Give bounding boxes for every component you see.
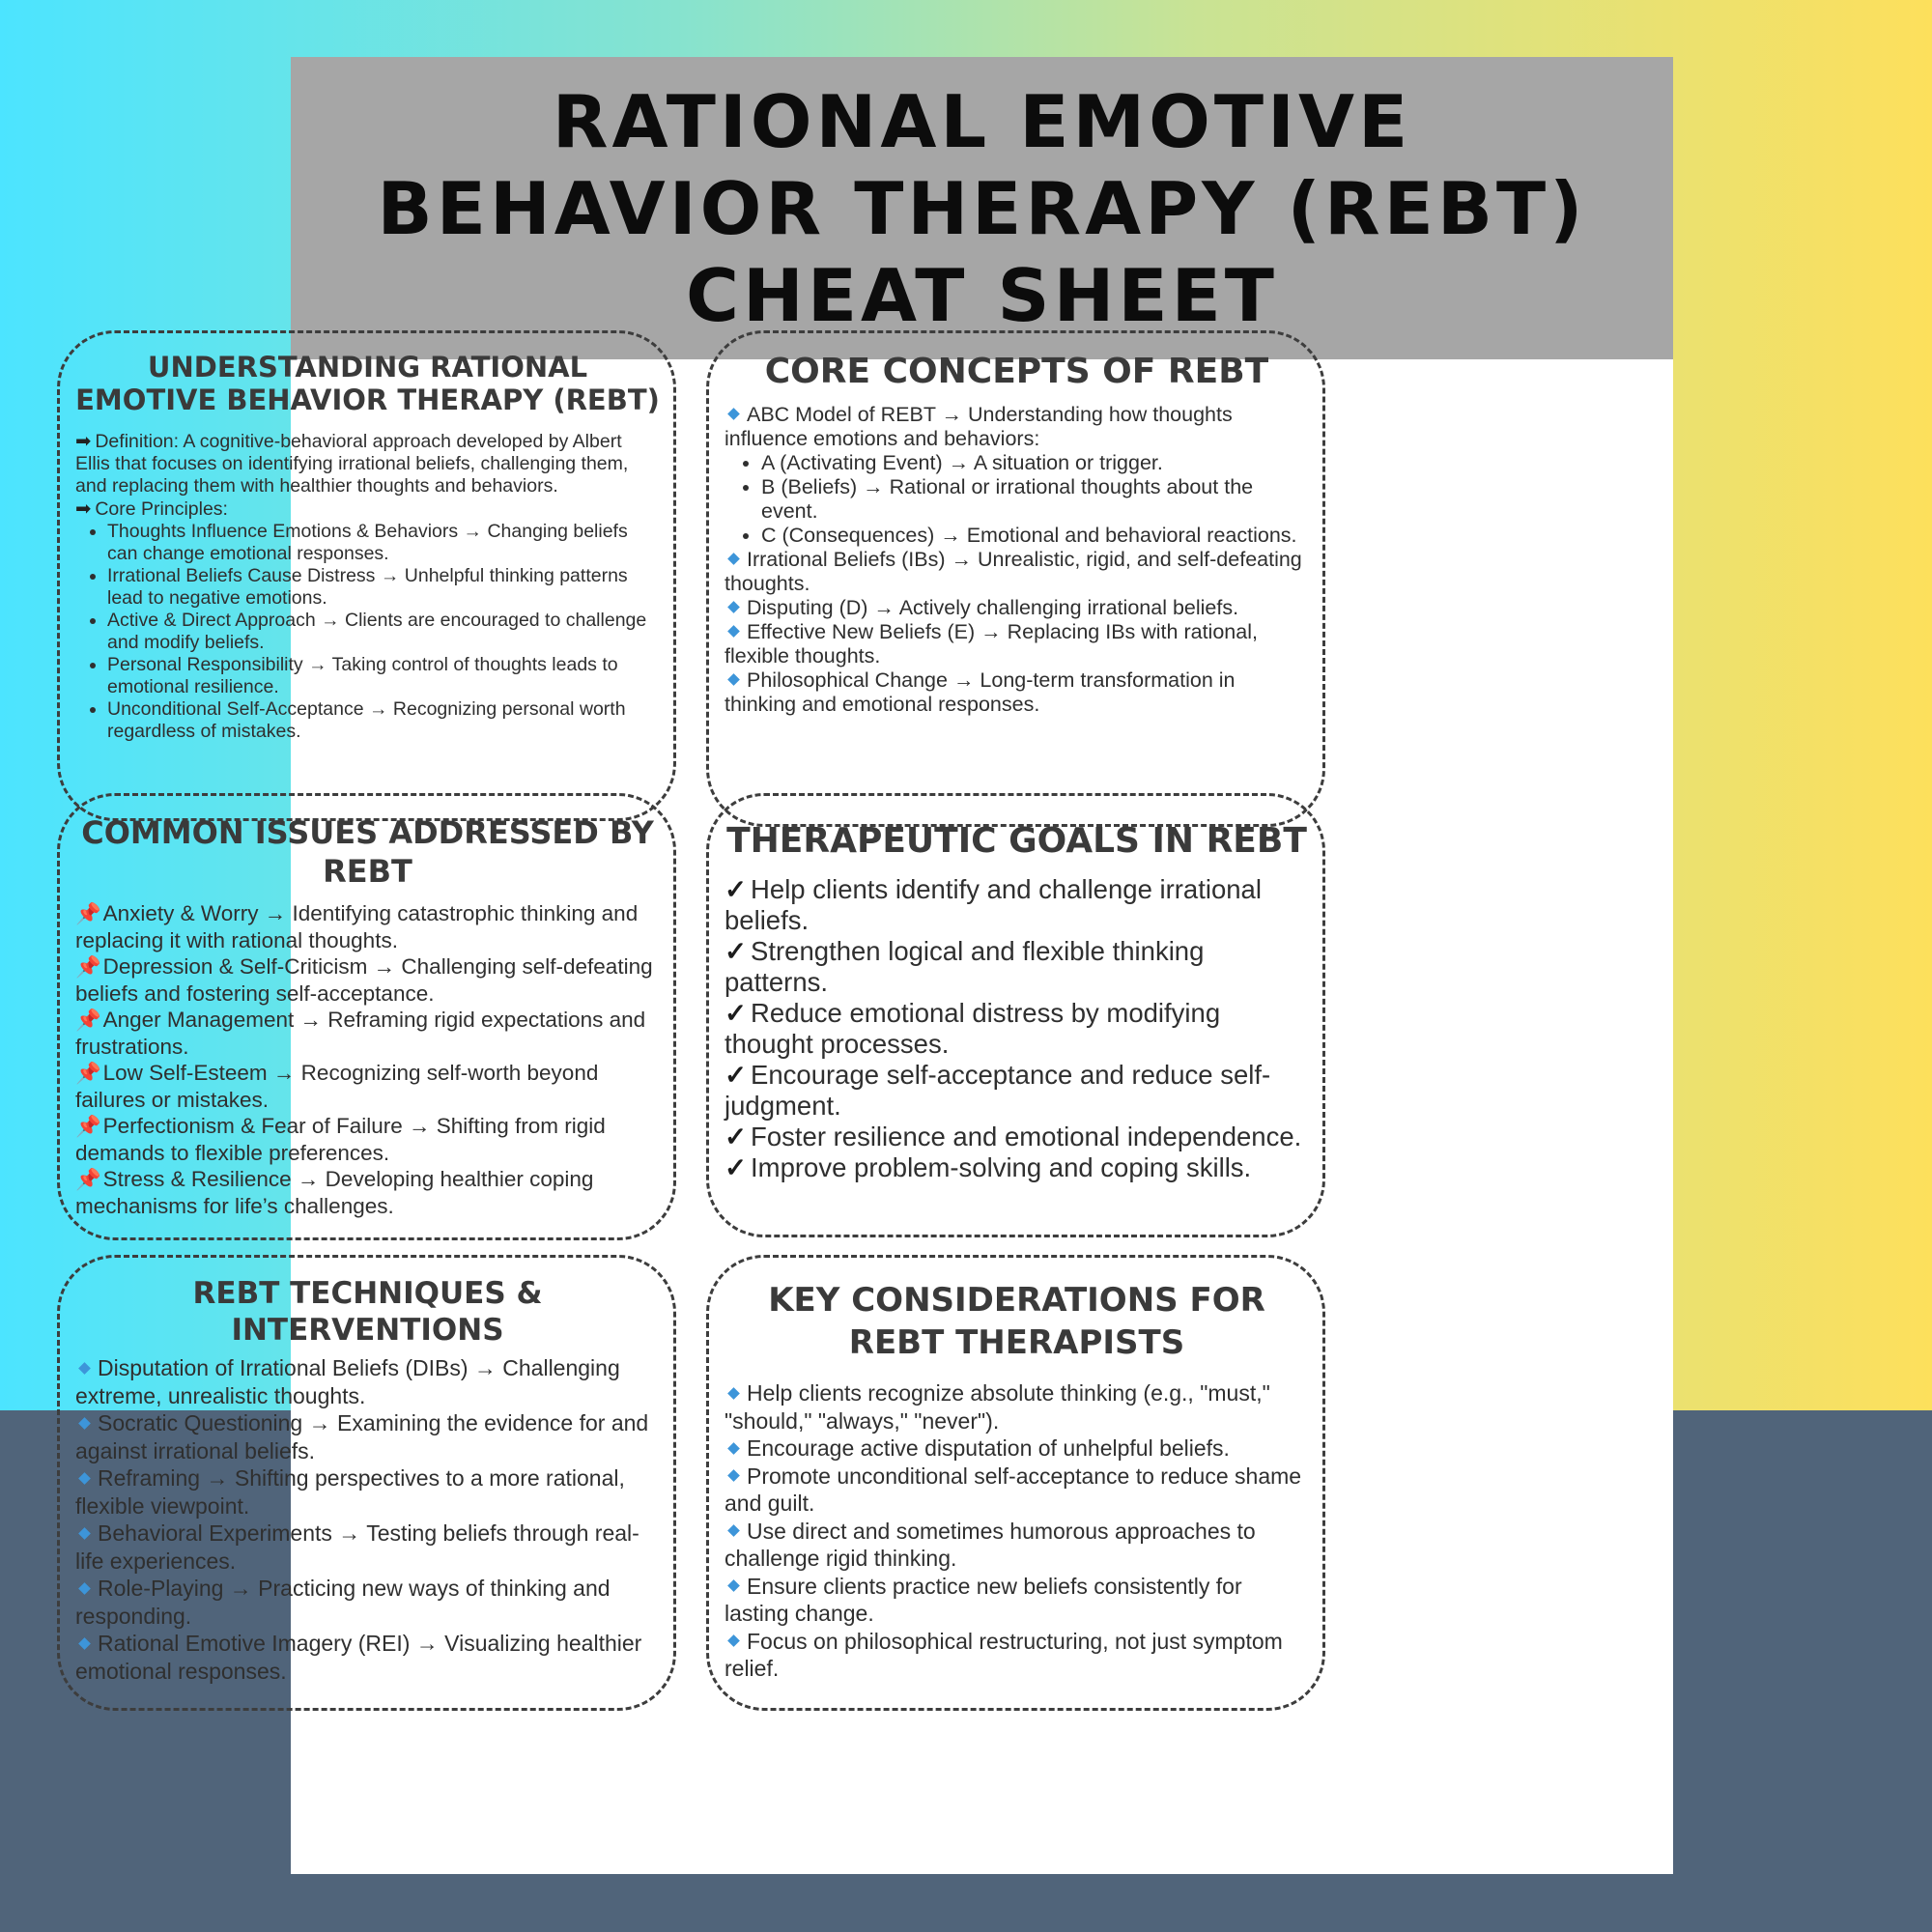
- list-item: [724, 1122, 1309, 1152]
- list-item: • Thoughts Influence Emotions & Behaviors → Changing beliefs can change emotional responses.: [107, 521, 660, 565]
- list-item: [75, 1113, 660, 1166]
- list-item: [724, 998, 1309, 1060]
- item-text: Rational Emotive Imagery (REI) → Visualizing healthier emotional responses.: [75, 1631, 642, 1684]
- list-item: [724, 1573, 1309, 1628]
- item-text: Depression & Self-Criticism → Challenging self-defeating beliefs and fostering self-acceptance.: [75, 954, 653, 1006]
- blue-diamond-icon: [727, 553, 740, 565]
- definition-label: Definition: A cognitive-behavioral approach developed by Albert Ellis that focuses on identifying irrational beliefs, challenging them, and replacing them with healthier thoughts and behaviors.: [75, 431, 629, 497]
- principles-list: [75, 521, 660, 743]
- list-item: • Irrational Beliefs Cause Distress → Unhelpful thinking patterns lead to negative emotions.: [107, 565, 660, 610]
- item-text: Help clients recognize absolute thinking (e.g., "must," "should," "always," "never").: [724, 1380, 1270, 1434]
- checkmark-icon: ✓: [724, 1060, 748, 1090]
- card-understanding-rebt: [57, 330, 676, 821]
- blue-diamond-icon: [727, 625, 740, 638]
- list-item: [75, 1520, 660, 1575]
- checkmark-icon: ✓: [724, 936, 748, 966]
- definition-text: [75, 430, 660, 497]
- list-item: [75, 1060, 660, 1113]
- blue-diamond-icon: [727, 408, 740, 420]
- list-item: • Personal Responsibility → Taking control of thoughts leads to emotional resilience.: [107, 654, 660, 698]
- item-text: Behavioral Experiments → Testing beliefs through real-life experiences.: [75, 1520, 639, 1574]
- blue-diamond-icon: [727, 1525, 740, 1538]
- blue-diamond-icon: [78, 1637, 91, 1650]
- pushpin-icon: 📌: [75, 1062, 101, 1085]
- blue-diamond-icon: [78, 1582, 91, 1595]
- checkmark-icon: ✓: [724, 1152, 748, 1182]
- list-item: [75, 1354, 660, 1409]
- blue-diamond-icon: [727, 1470, 740, 1483]
- list-item: [75, 1409, 660, 1464]
- principles-label: Core Principles:: [95, 498, 228, 520]
- list-item: [724, 874, 1309, 936]
- item-text: Encourage active disputation of unhelpful beliefs.: [747, 1435, 1230, 1461]
- list-item: [75, 953, 660, 1007]
- checkmark-icon: ✓: [724, 1122, 748, 1151]
- card-heading: CORE CONCEPTS OF REBT: [764, 352, 1269, 391]
- item-text: Reframing → Shifting perspectives to a more rational, flexible viewpoint.: [75, 1465, 625, 1519]
- item-text: Help clients identify and challenge irrational beliefs.: [724, 874, 1262, 935]
- list-item: [724, 1518, 1309, 1573]
- checkmark-icon: ✓: [724, 998, 748, 1028]
- card-heading: KEY CONSIDERATIONS FOR REBT THERAPISTS: [768, 1281, 1265, 1362]
- item-text: Improve problem-solving and coping skills.: [751, 1152, 1252, 1182]
- blue-diamond-icon: [78, 1527, 91, 1540]
- item-text: Focus on philosophical restructuring, not just symptom relief.: [724, 1628, 1283, 1681]
- list-item: [724, 1628, 1309, 1683]
- card-heading: REBT TECHNIQUES & INTERVENTIONS: [192, 1276, 543, 1348]
- list-item: [724, 1435, 1309, 1463]
- blue-diamond-icon: [727, 1635, 740, 1648]
- item-text: Anger Management → Reframing rigid expectations and frustrations.: [75, 1008, 646, 1059]
- item-text: Ensure clients practice new beliefs consistently for lasting change.: [724, 1573, 1242, 1626]
- title-line-1: RATIONAL EMOTIVE: [552, 78, 1412, 164]
- item-text: Irrational Beliefs (IBs) → Unrealistic, rigid, and self-defeating thoughts.: [724, 548, 1302, 595]
- item-text: Promote unconditional self-acceptance to reduce shame and guilt.: [724, 1463, 1302, 1516]
- list-item: [75, 1007, 660, 1060]
- list-item: [724, 1060, 1309, 1122]
- card-therapeutic-goals: [706, 793, 1325, 1237]
- item-text: Disputation of Irrational Beliefs (DIBs) → Challenging extreme, unrealistic thoughts.: [75, 1355, 620, 1408]
- item-text: Disputing (D) → Actively challenging irrational beliefs.: [747, 596, 1239, 619]
- card-heading: THERAPEUTIC GOALS IN REBT: [726, 821, 1307, 861]
- blue-diamond-icon: [727, 601, 740, 613]
- card-common-issues: [57, 793, 676, 1240]
- list-item: [724, 620, 1309, 668]
- list-item: [75, 1464, 660, 1520]
- arrow-right-icon: ➡: [75, 430, 92, 452]
- item-text: Effective New Beliefs (E) → Replacing IBs with rational, flexible thoughts.: [724, 620, 1258, 668]
- list-item: [75, 1166, 660, 1219]
- list-item: [724, 1379, 1309, 1435]
- list-item: • A (Activating Event) → A situation or trigger.: [761, 451, 1309, 475]
- card-heading: UNDERSTANDING RATIONAL EMOTIVE BEHAVIOR THERAPY (REBT): [75, 351, 660, 416]
- title-banner: [291, 57, 1673, 359]
- checkmark-icon: ✓: [724, 874, 748, 904]
- pushpin-icon: 📌: [75, 1009, 101, 1032]
- abc-list: [724, 451, 1309, 548]
- list-item: • B (Beliefs) → Rational or irrational thoughts about the event.: [761, 475, 1309, 524]
- card-key-considerations: [706, 1255, 1325, 1711]
- list-item: [75, 1630, 660, 1685]
- blue-diamond-icon: [78, 1472, 91, 1485]
- blue-diamond-icon: [727, 1442, 740, 1455]
- blue-diamond-icon: [727, 1580, 740, 1593]
- item-text: Strengthen logical and flexible thinking patterns.: [724, 936, 1205, 997]
- pushpin-icon: 📌: [75, 902, 101, 925]
- item-text: Socratic Questioning → Examining the evidence for and against irrational beliefs.: [75, 1410, 649, 1463]
- list-item: [75, 900, 660, 953]
- card-heading: COMMON ISSUES ADDRESSED BY REBT: [81, 814, 654, 890]
- blue-diamond-icon: [727, 673, 740, 686]
- item-text: Stress & Resilience → Developing healthier coping mechanisms for life’s challenges.: [75, 1167, 594, 1218]
- list-item: [75, 1575, 660, 1630]
- list-item: [724, 403, 1309, 451]
- pushpin-icon: 📌: [75, 955, 101, 979]
- list-item: [724, 596, 1309, 620]
- title-line-3: CHEAT SHEET: [686, 252, 1278, 338]
- pushpin-icon: 📌: [75, 1168, 101, 1191]
- card-techniques-interventions: [57, 1255, 676, 1711]
- list-item: • C (Consequences) → Emotional and behavioral reactions.: [761, 524, 1309, 548]
- list-item: [724, 1152, 1309, 1183]
- pushpin-icon: 📌: [75, 1115, 101, 1138]
- item-text: Use direct and sometimes humorous approaches to challenge rigid thinking.: [724, 1518, 1256, 1571]
- item-text: Encourage self-acceptance and reduce self-judgment.: [724, 1060, 1271, 1121]
- item-text: Low Self-Esteem → Recognizing self-worth beyond failures or mistakes.: [75, 1061, 599, 1112]
- item-text: Reduce emotional distress by modifying thought processes.: [724, 998, 1221, 1059]
- item-text: ABC Model of REBT → Understanding how thoughts influence emotions and behaviors:: [724, 403, 1233, 450]
- list-item: [724, 1463, 1309, 1518]
- card-core-concepts: [706, 330, 1325, 827]
- list-item: • Active & Direct Approach → Clients are encouraged to challenge and modify beliefs.: [107, 610, 660, 654]
- list-item: • Unconditional Self-Acceptance → Recognizing personal worth regardless of mistakes.: [107, 698, 660, 743]
- title-line-2: BEHAVIOR THERAPY (REBT): [377, 165, 1587, 251]
- arrow-right-icon: ➡: [75, 497, 92, 520]
- blue-diamond-icon: [727, 1387, 740, 1400]
- list-item: [724, 668, 1309, 717]
- list-item: [724, 936, 1309, 998]
- item-text: Perfectionism & Fear of Failure → Shifting from rigid demands to flexible preferences.: [75, 1114, 606, 1165]
- item-text: Role-Playing → Practicing new ways of thinking and responding.: [75, 1576, 611, 1629]
- blue-diamond-icon: [78, 1362, 91, 1375]
- item-text: Philosophical Change → Long-term transformation in thinking and emotional responses.: [724, 668, 1236, 716]
- blue-diamond-icon: [78, 1417, 91, 1430]
- item-text: Foster resilience and emotional independence.: [751, 1122, 1302, 1151]
- list-item: [724, 548, 1309, 596]
- core-principles-label: [75, 497, 660, 521]
- item-text: Anxiety & Worry → Identifying catastrophic thinking and replacing it with rational thoughts.: [75, 901, 639, 952]
